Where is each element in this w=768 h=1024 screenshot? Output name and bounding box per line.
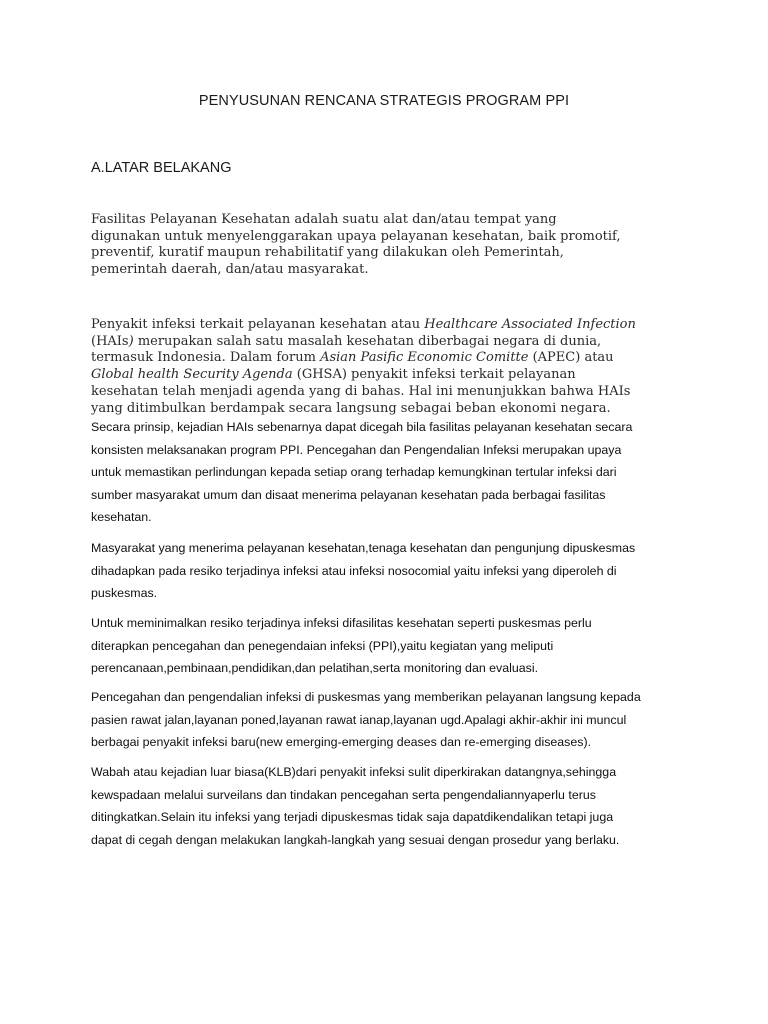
- paragraph-line: kesehatan.: [91, 510, 152, 525]
- paragraph-line: sumber masyarakat umum dan disaat menerima pelayanan kesehatan pada berbagai fasilitas: [91, 487, 606, 502]
- paragraph-line: berbagai penyakit infeksi baru(new emerging-emerging deases dan re-emerging diseases).: [91, 735, 592, 750]
- paragraph-line: Secara prinsip, kejadian HAIs sebenarnya dapat dicegah bila fasilitas pelayanan kesehatan secara: [91, 420, 633, 434]
- paragraph-line: Wabah atau kejadian luar biasa(KLB)dari penyakit infeksi sulit diperkirakan datangnya,sehingga: [91, 765, 617, 779]
- paragraph-line: dapat di cegah dengan melakukan langkah-langkah yang sesuai dengan prosedur yang berlaku.: [91, 832, 620, 847]
- paragraph-definition: [91, 212, 691, 279]
- paragraph-line: diterapkan pencegahan dan penegendaian infeksi (PPI),yaitu kegiatan yang meliputi: [91, 638, 554, 653]
- paragraph-masyarakat: [91, 537, 691, 605]
- paragraph-line: ditingkatkan.Selain itu infeksi yang terjadi dipuskesmas tidak saja dapatdikendalikan tetapi juga: [91, 810, 614, 825]
- text-run: (APEC) atau: [528, 350, 614, 366]
- section-heading: A.LATAR BELAKANG: [91, 160, 232, 176]
- text-run: (GHSA) penyakit infeksi terkait pelayanan: [292, 367, 576, 383]
- paragraph-line: puskesmas.: [91, 586, 158, 601]
- paragraph-line: [91, 350, 691, 367]
- paragraph-line: konsisten melaksanakan program PPI. Pencegahan dan Pengendalian Infeksi merupakan upaya: [91, 442, 622, 457]
- paragraph-line: dihadapkan pada resiko terjadinya infeksi atau infeksi nosocomial yaitu infeksi yang diperoleh di: [91, 563, 617, 578]
- paragraph-line: Untuk meminimalkan resiko terjadinya infeksi difasilitas kesehatan seperti puskesmas perlu: [91, 616, 592, 630]
- paragraph-wabah: [91, 761, 691, 851]
- text-run: merupakan salah satu masalah kesehatan diberbagai negara di dunia,: [133, 333, 602, 349]
- italic-term: Asian Pasific Economic Comitte: [320, 350, 529, 366]
- paragraph-line: preventif, kuratif maupun rehabilitatif yang dilakukan oleh Pemerintah,: [91, 245, 564, 261]
- paragraph-line: kewspadaan melalui surveilans dan tindakan pencegahan serta pengendaliannyaperlu terus: [91, 787, 596, 802]
- paragraph-line: perencanaan,pembinaan,pendidikan,dan pelatihan,serta monitoring dan evaluasi.: [91, 661, 539, 676]
- paragraph-line: Fasilitas Pelayanan Kesehatan adalah suatu alat dan/atau tempat yang: [91, 212, 557, 227]
- paragraph-line: [91, 317, 691, 334]
- italic-term: Healthcare Associated Infection: [424, 317, 636, 332]
- paragraph-line: Masyarakat yang menerima pelayanan kesehatan,tenaga kesehatan dan pengunjung dipuskesmas: [91, 541, 636, 555]
- paragraph-line: pemerintah daerah, dan/atau masyarakat.: [91, 262, 369, 278]
- paragraph-pencegahan: [91, 686, 691, 754]
- document-title: PENYUSUNAN RENCANA STRATEGIS PROGRAM PPI: [198, 93, 570, 109]
- italic-term: ): [128, 333, 134, 349]
- paragraph-line: yang ditimbulkan berdampak secara langsung sebagai beban ekonomi negara.: [91, 400, 611, 416]
- italic-term: Global health Security Agenda: [91, 367, 293, 383]
- paragraph-line: Pencegahan dan pengendalian infeksi di puskesmas yang memberikan pelayanan langsung kepada: [91, 690, 641, 704]
- paragraph-hais: [91, 317, 691, 417]
- text-run: (HAIs: [91, 333, 129, 349]
- paragraph-line: digunakan untuk menyelenggarakan upaya pelayanan kesehatan, baik promotif,: [91, 228, 621, 244]
- paragraph-line: untuk memastikan perlindungan kepada setiap orang terhadap kemungkinan tertular infeksi dari: [91, 465, 617, 480]
- paragraph-line: [91, 367, 691, 384]
- paragraph-line: pasien rawat jalan,layanan poned,layanan rawat ianap,layanan ugd.Apalagi akhir-akhir ini muncul: [91, 712, 627, 727]
- text-run: Penyakit infeksi terkait pelayanan kesehatan atau: [91, 317, 425, 332]
- paragraph-prinsip: [91, 416, 691, 529]
- text-run: termasuk Indonesia. Dalam forum: [91, 350, 321, 366]
- paragraph-meminimalkan: [91, 612, 691, 680]
- paragraph-line: kesehatan telah menjadi agenda yang di bahas. Hal ini menunjukkan bahwa HAIs: [91, 383, 631, 399]
- paragraph-line: [91, 334, 691, 351]
